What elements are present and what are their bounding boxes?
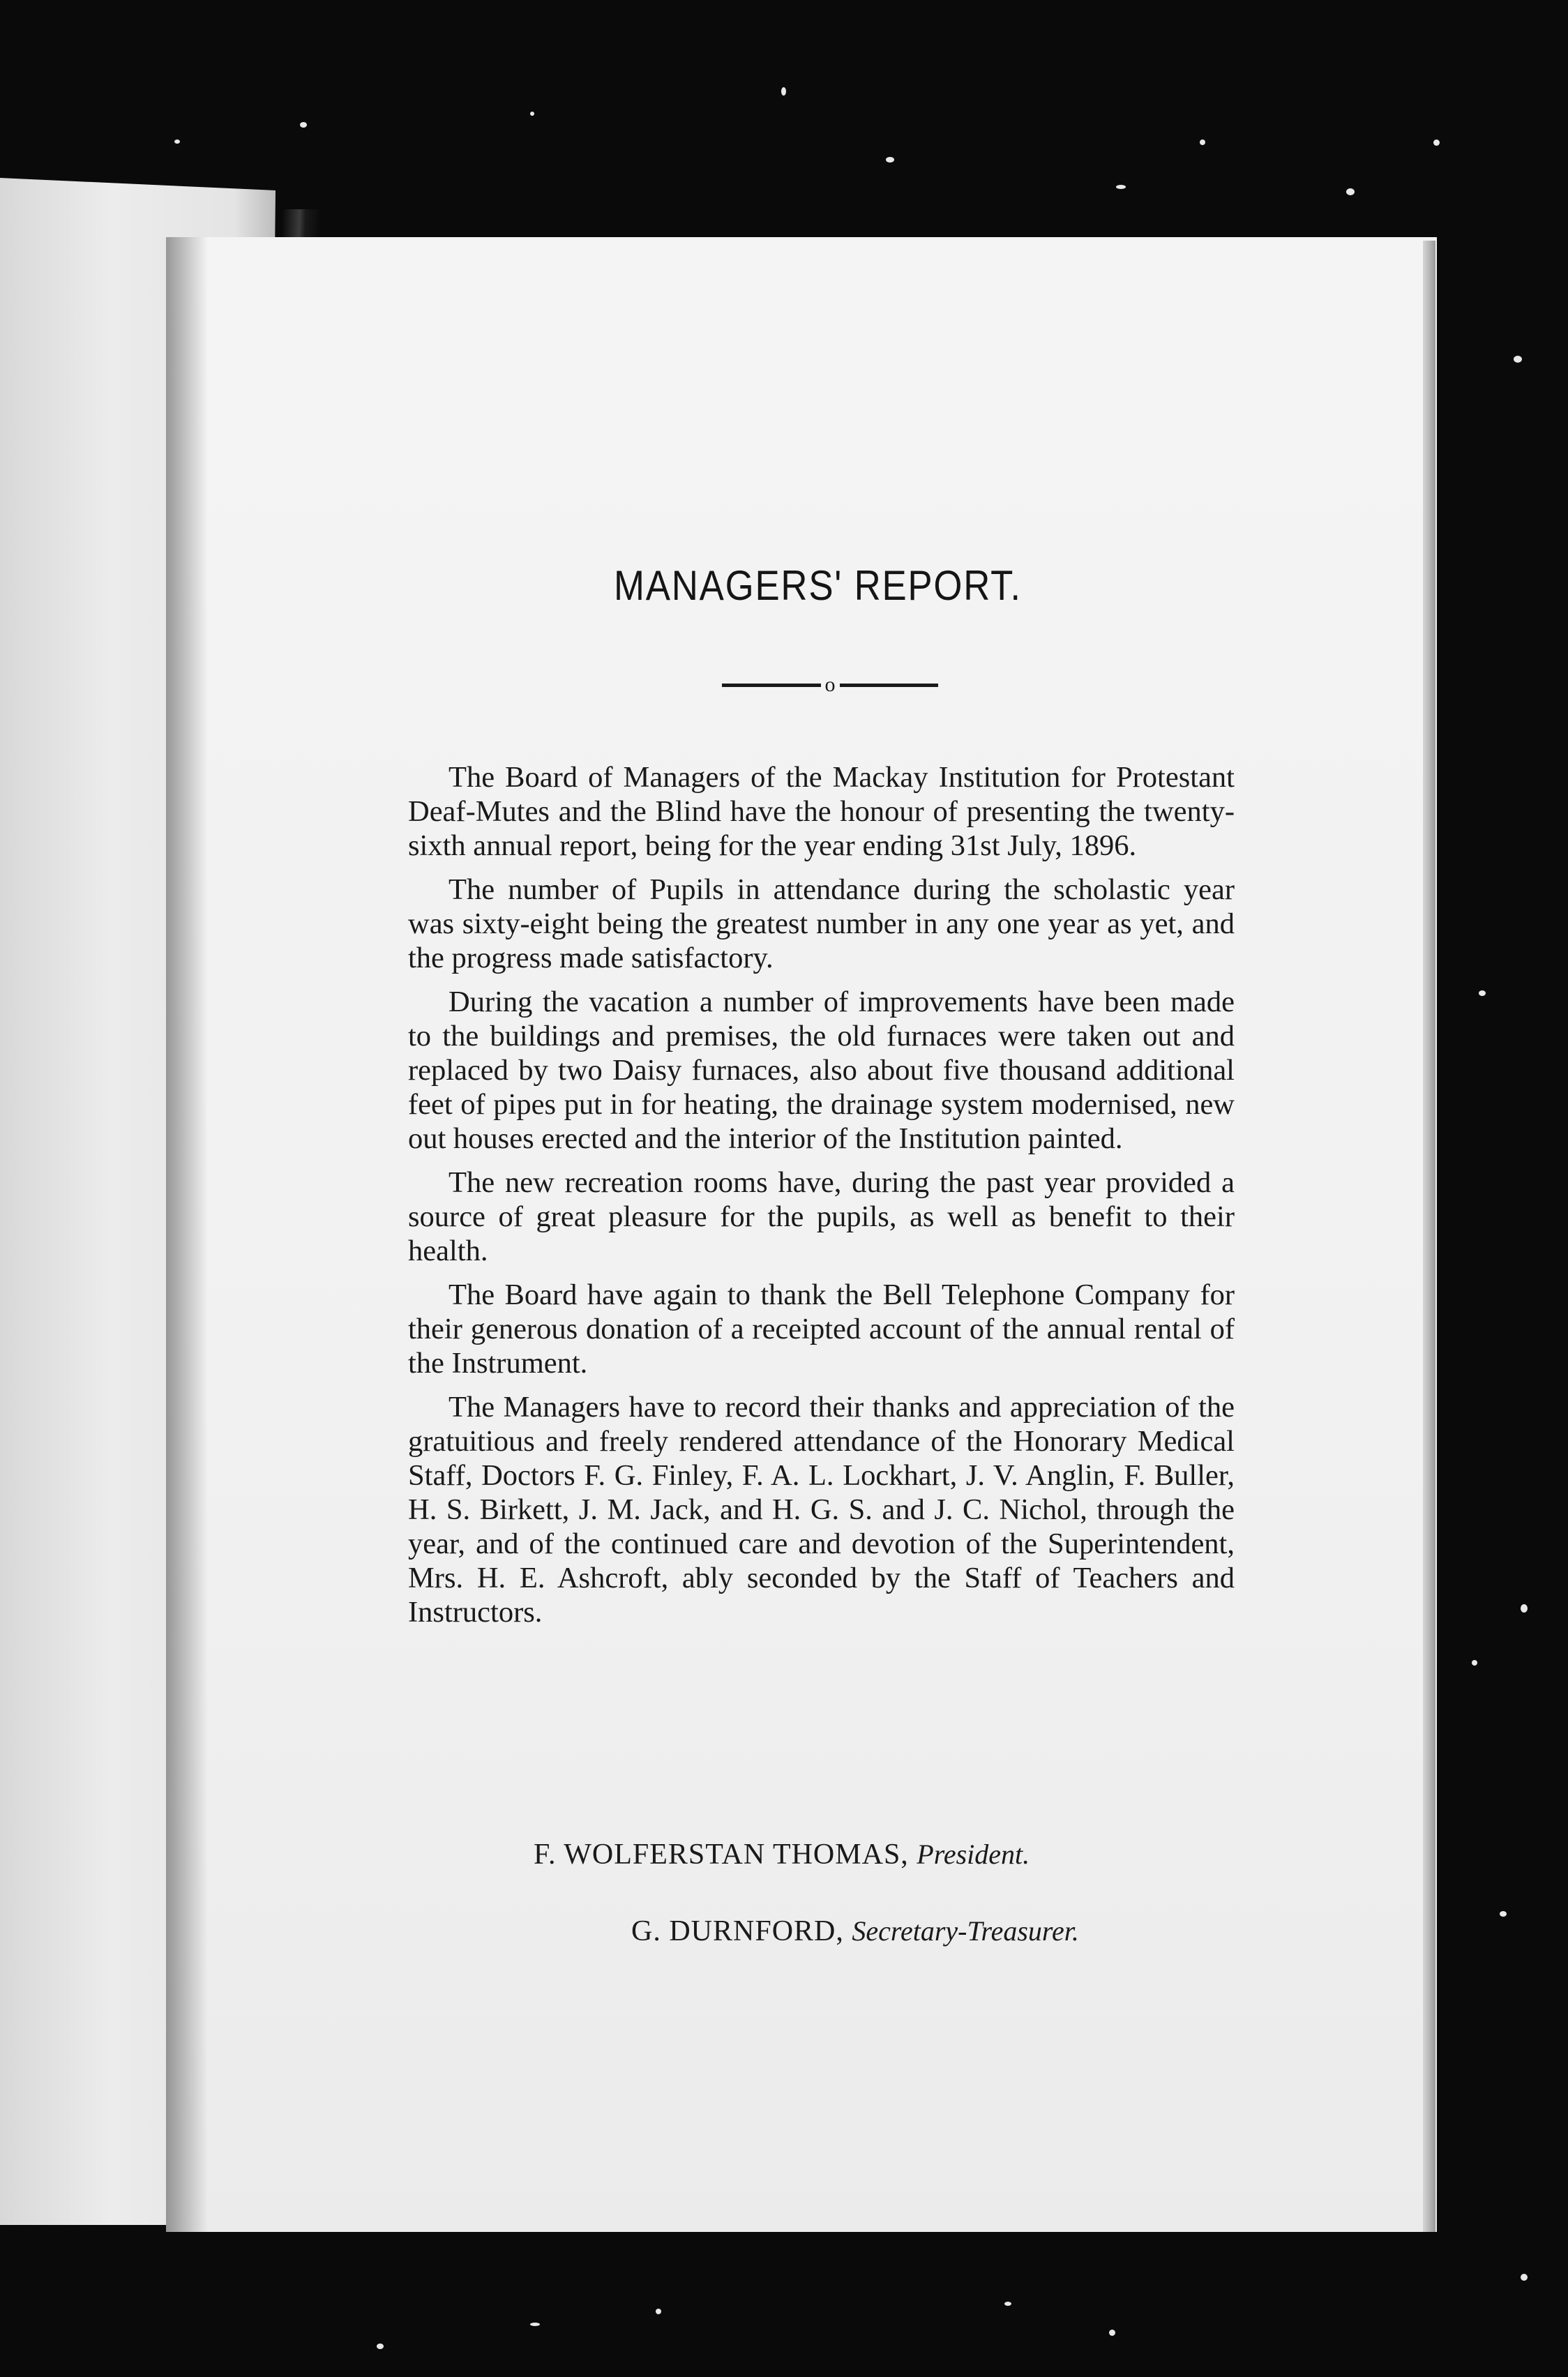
- dust-speck: [1116, 185, 1126, 189]
- dust-speck: [1479, 990, 1486, 996]
- dust-speck: [1346, 188, 1355, 195]
- report-body: [408, 760, 1235, 1639]
- signature-name: F. WOLFERSTAN THOMAS,: [534, 1839, 909, 1871]
- dust-speck: [781, 87, 786, 96]
- report-paragraph: During the vacation a number of improvements have been made to the buildings and premises, the old furnaces were taken out and replaced by two Daisy furnaces, also about five thousand additional feet of pipes put in for heating, the drainage system modernised, new out houses erected and the interior of the Institution painted.: [408, 986, 1235, 1155]
- signature-secretary: [631, 1915, 1079, 1948]
- signature-role: President.: [917, 1839, 1030, 1870]
- divider-ornament: o: [824, 673, 836, 696]
- dust-speck: [1433, 139, 1440, 146]
- dust-speck: [1521, 2274, 1528, 2281]
- divider-line: [722, 684, 821, 687]
- title-divider: [722, 673, 938, 696]
- signature-president: [534, 1838, 1030, 1871]
- dust-speck: [1514, 356, 1522, 363]
- dust-speck: [886, 157, 894, 163]
- dust-speck: [1200, 139, 1205, 145]
- page-edge-shadow: [166, 237, 208, 2232]
- dust-speck: [300, 122, 307, 128]
- dust-speck: [1500, 1911, 1507, 1917]
- dust-speck: [530, 112, 534, 116]
- dust-speck: [1109, 2330, 1115, 2336]
- page-title: MANAGERS' REPORT.: [614, 562, 1022, 609]
- dust-speck: [530, 2323, 540, 2326]
- report-paragraph: The new recreation rooms have, during the past year provided a source of great pleasure for the pupils, as well as benefit to their health.: [408, 1166, 1235, 1267]
- dust-speck: [1521, 1604, 1528, 1613]
- report-paragraph: The number of Pupils in attendance during the scholastic year was sixty-eight being the greatest number in any one year as yet, and the progress made satisfactory.: [408, 873, 1235, 974]
- signature-name: G. DURNFORD,: [631, 1915, 844, 1947]
- dust-speck: [174, 139, 180, 144]
- dust-speck: [656, 2309, 661, 2314]
- signature-role: Secretary-Treasurer.: [852, 1915, 1079, 1947]
- report-paragraph: The Board of Managers of the Mackay Institution for Protestant Deaf-Mutes and the Blind have the honour of presenting the twenty-sixth annual report, being for the year ending 31st July, 1896.: [408, 761, 1235, 862]
- report-paragraph: The Board have again to thank the Bell Telephone Company for their generous donation of a receipted account of the annual rental of the Instrument.: [408, 1278, 1235, 1380]
- page-right-edge: [1423, 241, 1435, 2232]
- report-paragraph: The Managers have to record their thanks and appreciation of the gratuitious and freely rendered attendance of the Honorary Medical Staff, Doctors F. G. Finley, F. A. L. Lockhart, J. V. Anglin, F. Buller, H. S. Birkett, J. M. Jack, and H. G. S. and J. C. Nichol, through the year, and of the continued care and devotion of the Superintendent, Mrs. H. E. Ashcroft, ably seconded by the Staff of Teachers and Instructors.: [408, 1391, 1235, 1629]
- dust-speck: [1472, 1660, 1477, 1666]
- dust-speck: [377, 2344, 384, 2349]
- divider-line: [840, 684, 939, 687]
- dust-speck: [1004, 2302, 1011, 2306]
